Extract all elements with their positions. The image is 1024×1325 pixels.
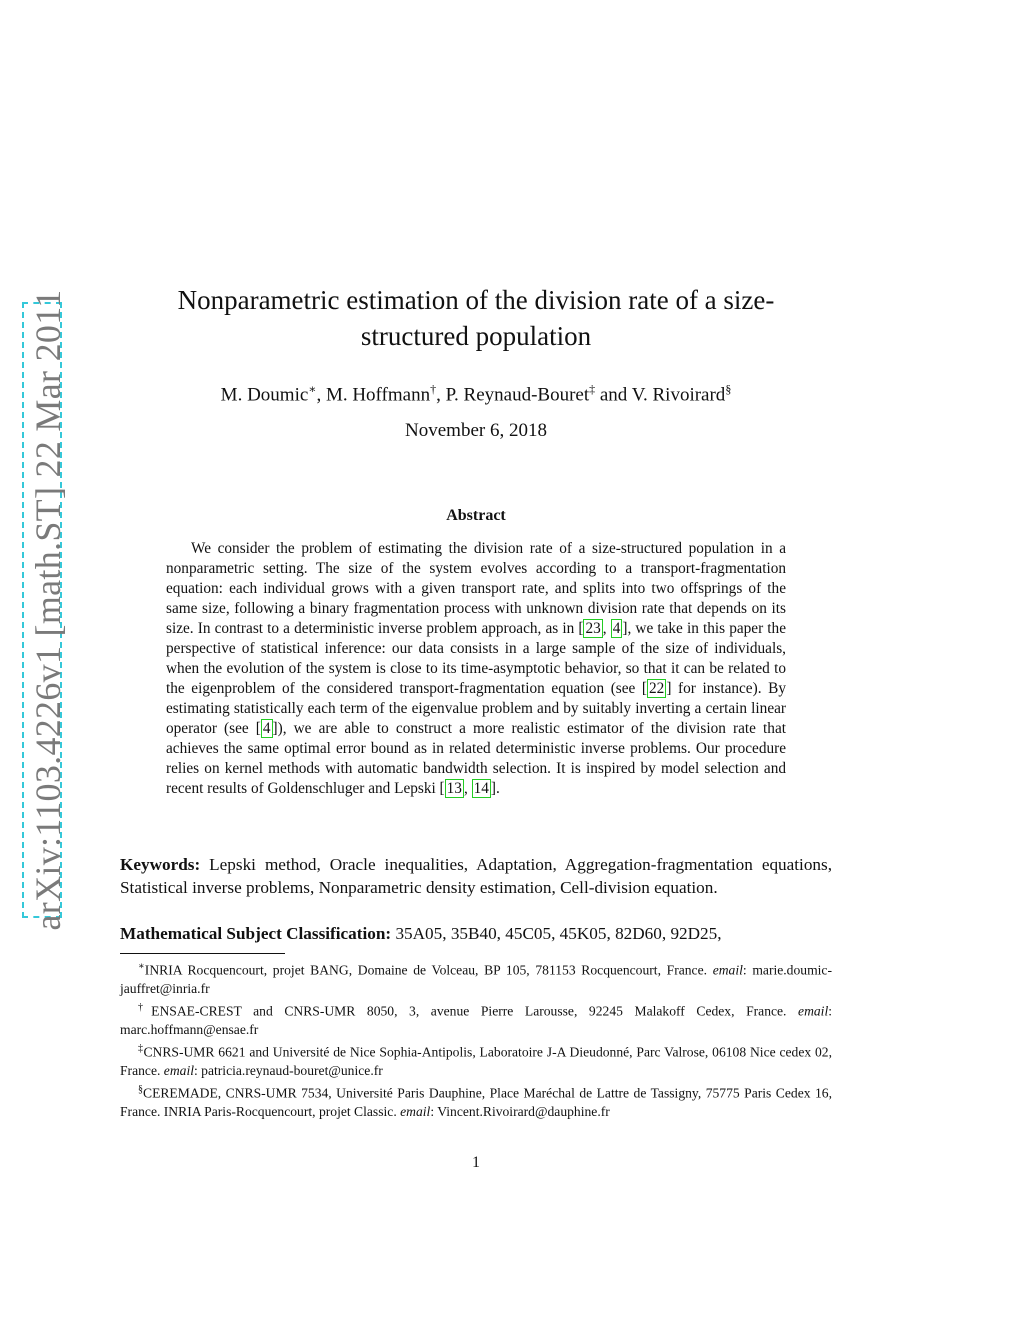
paper-date: November 6, 2018 <box>405 420 547 441</box>
citation-link[interactable]: 13 <box>446 780 462 797</box>
footnote: ∗INRIA Rocquencourt, projet BANG, Domaine de Volceau, BP 105, 781153 Rocquencourt, France. email: marie.doumic-jauffret@inria.fr <box>120 961 832 997</box>
keywords <box>120 853 832 899</box>
keywords-text: Lepski method, Oracle inequalities, Adaptation, Aggregation-fragmentation equations, Statistical inverse problems, Nonparametric density estimation, Cell-division equation. <box>120 855 832 897</box>
author-mark: † <box>430 382 437 396</box>
keywords-label: Keywords: <box>120 855 201 874</box>
citation-link[interactable]: 23 <box>585 620 601 637</box>
footnotes <box>120 958 832 1122</box>
author-mark: ∗ <box>308 382 317 396</box>
msc-classification <box>120 922 832 945</box>
citation-link[interactable]: 14 <box>473 780 489 797</box>
footnote: †ENSAE-CREST and CNRS-UMR 8050, 3, avenue Pierre Larousse, 92245 Malakoff Cedex, France. email: marc.hoffmann@ensae.fr <box>120 1002 833 1038</box>
footnote-rule <box>120 953 285 954</box>
msc-text: 35A05, 35B40, 45C05, 45K05, 82D60, 92D25, <box>391 924 722 943</box>
citation-link[interactable]: 4 <box>612 620 621 637</box>
author-name: P. Reynaud-Bouret <box>445 384 590 406</box>
footnote: §CEREMADE, CNRS-UMR 7534, Université Paris Dauphine, Place Maréchal de Lattre de Tassigny, 75775 Paris Cedex 16, France. INRIA Paris-Rocquencourt, projet Classic. email: Vincent.Rivoirard@dauphine.fr <box>120 1084 832 1120</box>
author-mark: ‡ <box>589 382 596 396</box>
abstract-text: We consider the problem of estimating the division rate of a size-structured population in a nonparametric setting. The size of the system evolves according to a transport-fragmentation equation: each individual grows with a given transport rate, and splits into two offsprings of the same size, following a binary fragmentation process with unknown division rate that depends on its size. In contrast to a deterministic inverse problem approach, as in [ 23 , 4 ], we take in this paper the perspective of statistical inference: our data consists in a large sample of the size of individuals, when the evolution of the system is close to its time-asymptotic behavior, so that it can be related to the eigenproblem of the considered transport-fragmentation equation (see [ 22 ] for instance). By estimating statistically each term of the eigenvalue problem and by suitably inverting a certain linear operator (see [ 4 ]), we are able to construct a more realistic estimator of the division rate that achieves the same optimal error bound as in related deterministic inverse problems. Our procedure relies on kernel methods with automatic bandwidth selection. It is inspired by model selection and recent results of Goldenschluger and Lepski [ 13 , 14 ]. <box>166 540 786 797</box>
author-name: M. Hoffmann <box>325 384 431 406</box>
author-name: M. Doumic <box>220 384 309 406</box>
author-mark: § <box>725 382 732 396</box>
abstract-heading: Abstract <box>446 507 506 524</box>
footnote: ‡CNRS-UMR 6621 and Université de Nice Sophia-Antipolis, Laboratoire J-A Dieudonné, Parc Valrose, 06108 Nice cedex 02, France. email: patricia.reynaud-bouret@unice.fr <box>120 1043 833 1079</box>
paper-title: Nonparametric estimation of the division rate of a size-structured population <box>177 285 775 351</box>
author-name: V. Rivoirard <box>631 384 726 406</box>
citation-link[interactable]: 4 <box>262 720 271 737</box>
citation-link[interactable]: 22 <box>649 680 665 697</box>
author-list: M. Doumic∗, M. Hoffmann†, P. Reynaud-Bouret‡ and V. Rivoirard§ <box>220 382 732 406</box>
msc-label: Mathematical Subject Classification: <box>120 924 392 943</box>
arxiv-stamp[interactable]: arXiv:1103.4226v1 [math.ST] 22 Mar 2011 <box>28 289 68 931</box>
page-number: 1 <box>472 1154 480 1171</box>
